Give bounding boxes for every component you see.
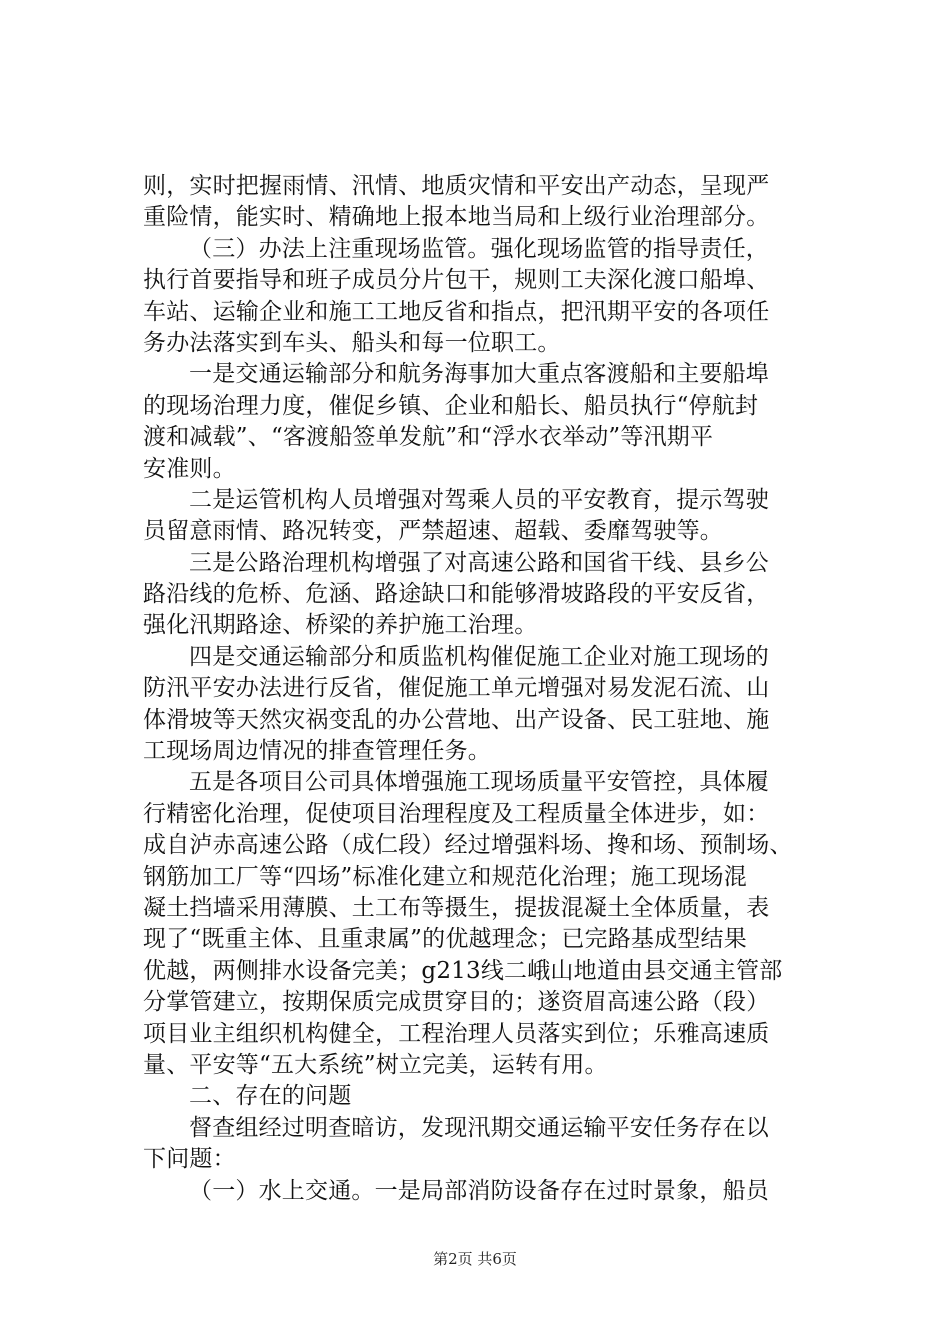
text-line: 则，实时把握雨情、汛情、地质灾情和平安出产动态，呈现严 xyxy=(143,173,770,199)
text-line: 安准则。 xyxy=(143,455,236,482)
text-line: 执行首要指导和班子成员分片包干，规则工夫深化渡口船埠、 xyxy=(143,267,770,294)
text-line: （一）水上交通。一是局部消防设备存在过时景象，船员 xyxy=(189,1177,769,1204)
text-line: 强化汛期路途、桥梁的养护施工治理。 xyxy=(143,612,538,639)
text-line: （三）办法上注重现场监管。强化现场监管的指导责任， xyxy=(189,235,769,262)
text-line: 四是交通运输部分和质监机构催促施工企业对施工现场的 xyxy=(189,643,769,670)
text-line: 一是交通运输部分和航务海事加大重点客渡船和主要船埠 xyxy=(189,361,769,388)
text-line: 钢筋加工厂等“四场”标准化建立和规范化治理；施工现场混 xyxy=(143,863,747,890)
page-number-footer: 第2页 共6页 xyxy=(433,1250,517,1268)
document-body xyxy=(143,171,833,1207)
text-line: 分掌管建立，按期保质完成贯穿目的；遂资眉高速公路（段） xyxy=(143,989,770,1016)
text-line: 路沿线的危桥、危涵、路途缺口和能够滑坡路段的平安反省， xyxy=(143,581,770,608)
text-line: 三是公路治理机构增强了对高速公路和国省干线、县乡公 xyxy=(189,549,769,576)
text-line: 量、平安等“五大系统”树立完美，运转有用。 xyxy=(143,1051,608,1078)
text-line: 项目业主组织机构健全，工程治理人员落实到位；乐雅高速质 xyxy=(143,1020,770,1047)
text-line: 优越，两侧排水设备完美；g213线二峨山地道由县交通主管部 xyxy=(143,957,783,984)
text-line: 重险情，能实时、精确地上报本地当局和上级行业治理部分。 xyxy=(143,204,770,231)
text-line: 体滑坡等天然灾祸变乱的办公营地、出产设备、民工驻地、施 xyxy=(143,706,770,733)
text-line: 二是运管机构人员增强对驾乘人员的平安教育，提示驾驶 xyxy=(189,486,769,513)
text-line: 行精密化治理，促使项目治理程度及工程质量全体进步，如： xyxy=(143,800,770,827)
text-line: 的现场治理力度，催促乡镇、企业和船长、船员执行“停航封 xyxy=(143,392,759,419)
text-line: 防汛平安办法进行反省，催促施工单元增强对易发泥石流、山 xyxy=(143,675,770,702)
text-line: 成自泸赤高速公路（成仁段）经过增强料场、搀和场、预制场、 xyxy=(143,832,793,859)
text-line: 五是各项目公司具体增强施工现场质量平安管控，具体履 xyxy=(189,769,769,796)
text-line: 下问题： xyxy=(143,1146,236,1173)
text-line: 员留意雨情、路况转变，严禁超速、超载、委靡驾驶等。 xyxy=(143,518,723,545)
section-heading: 二、存在的问题 xyxy=(189,1083,352,1110)
text-line: 务办法落实到车头、船头和每一位职工。 xyxy=(143,329,561,356)
text-line: 车站、运输企业和施工工地反省和指点，把汛期平安的各项任 xyxy=(143,298,770,325)
text-line: 督查组经过明查暗访，发现汛期交通运输平安任务存在以 xyxy=(189,1114,769,1141)
text-line: 渡和减载”、“客渡船签单发航”和“浮水衣举动”等汛期平 xyxy=(143,424,714,451)
text-line: 凝土挡墙采用薄膜、土工布等摄生，提拔混凝土全体质量，表 xyxy=(143,894,770,921)
text-line: 工现场周边情况的排查管理任务。 xyxy=(143,738,491,765)
text-line: 现了“既重主体、且重隶属”的优越理念；已完路基成型结果 xyxy=(143,926,747,953)
